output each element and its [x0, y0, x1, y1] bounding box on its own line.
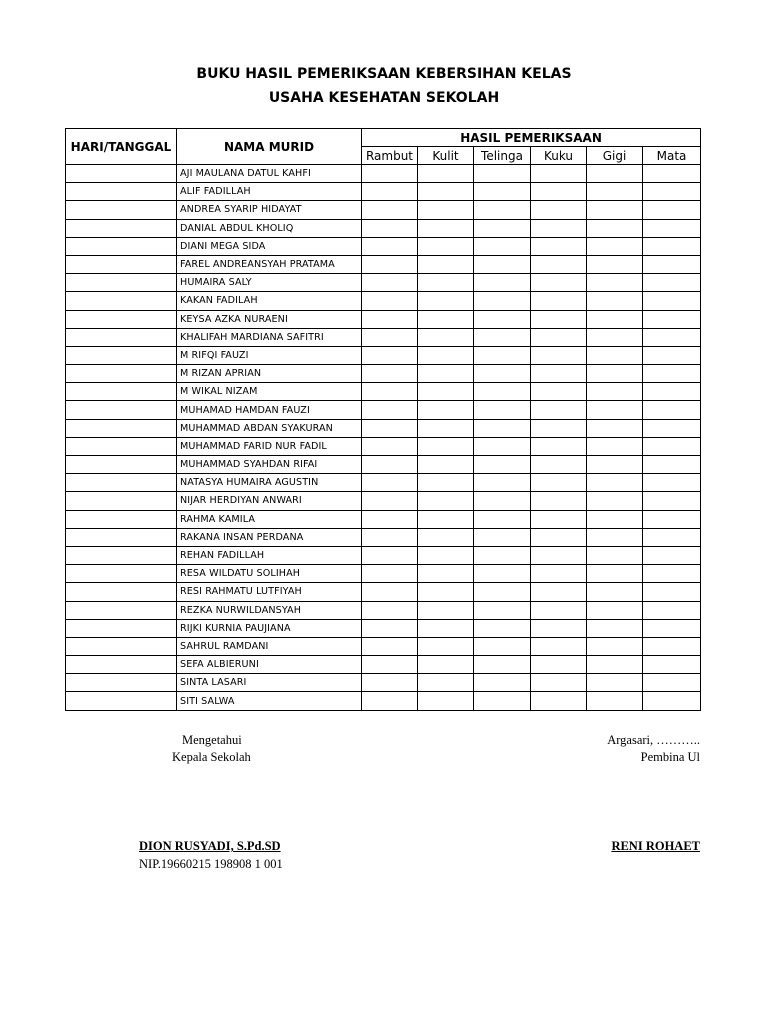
result-cell-rambut[interactable] — [362, 383, 418, 401]
result-cell-mata[interactable] — [643, 492, 701, 510]
result-cell-rambut[interactable] — [362, 346, 418, 364]
student-name: KHALIFAH MARDIANA SAFITRI — [177, 328, 362, 346]
student-name: ANDREA SYARIP HIDAYAT — [177, 201, 362, 219]
student-name: RESI RAHMATU LUTFIYAH — [177, 583, 362, 601]
result-cell-telinga[interactable] — [474, 619, 531, 637]
date-cell[interactable] — [66, 219, 177, 237]
result-cell-kulit[interactable] — [418, 656, 474, 674]
result-cell-kulit[interactable] — [418, 346, 474, 364]
result-cell-gigi[interactable] — [587, 310, 643, 328]
result-cell-rambut[interactable] — [362, 183, 418, 201]
result-cell-kuku[interactable] — [531, 474, 587, 492]
result-cell-mata[interactable] — [643, 183, 701, 201]
student-rows — [66, 165, 701, 711]
result-cell-kuku[interactable] — [531, 310, 587, 328]
result-cell-gigi[interactable] — [587, 456, 643, 474]
result-cell-telinga[interactable] — [474, 492, 531, 510]
result-cell-kuku[interactable] — [531, 565, 587, 583]
result-cell-kuku[interactable] — [531, 274, 587, 292]
header-rambut: Rambut — [362, 147, 418, 165]
sign-right-role: Pembina Ul — [640, 750, 700, 764]
table-row — [66, 692, 701, 710]
result-cell-kulit[interactable] — [418, 437, 474, 455]
result-cell-kulit[interactable] — [418, 565, 474, 583]
table-row — [66, 583, 701, 601]
result-cell-rambut[interactable] — [362, 692, 418, 710]
table-row — [66, 601, 701, 619]
result-cell-kulit[interactable] — [418, 528, 474, 546]
student-name: M RIFQI FAUZI — [177, 346, 362, 364]
result-cell-mata[interactable] — [643, 292, 701, 310]
table-row — [66, 201, 701, 219]
result-cell-rambut[interactable] — [362, 365, 418, 383]
result-cell-telinga[interactable] — [474, 201, 531, 219]
result-cell-mata[interactable] — [643, 219, 701, 237]
student-name: FAREL ANDREANSYAH PRATAMA — [177, 255, 362, 273]
result-cell-kuku[interactable] — [531, 165, 587, 183]
table-row — [66, 546, 701, 564]
result-cell-gigi[interactable] — [587, 619, 643, 637]
student-name: SAHRUL RAMDANI — [177, 637, 362, 655]
result-cell-kulit[interactable] — [418, 255, 474, 273]
result-cell-gigi[interactable] — [587, 692, 643, 710]
result-cell-kulit[interactable] — [418, 310, 474, 328]
result-cell-gigi[interactable] — [587, 237, 643, 255]
date-cell[interactable] — [66, 328, 177, 346]
result-cell-kuku[interactable] — [531, 456, 587, 474]
result-cell-mata[interactable] — [643, 456, 701, 474]
result-cell-gigi[interactable] — [587, 437, 643, 455]
date-cell[interactable] — [66, 383, 177, 401]
header-telinga: Telinga — [474, 147, 531, 165]
result-cell-rambut[interactable] — [362, 437, 418, 455]
student-name: HUMAIRA SALY — [177, 274, 362, 292]
result-cell-telinga[interactable] — [474, 601, 531, 619]
result-cell-mata[interactable] — [643, 637, 701, 655]
result-cell-gigi[interactable] — [587, 419, 643, 437]
table-row — [66, 674, 701, 692]
result-cell-telinga[interactable] — [474, 474, 531, 492]
result-cell-gigi[interactable] — [587, 201, 643, 219]
principal-nip: NIP.19660215 198908 1 001 — [139, 857, 283, 871]
date-cell[interactable] — [66, 656, 177, 674]
result-cell-kuku[interactable] — [531, 583, 587, 601]
table-row — [66, 255, 701, 273]
date-cell[interactable] — [66, 365, 177, 383]
result-cell-kuku[interactable] — [531, 601, 587, 619]
result-cell-kulit[interactable] — [418, 274, 474, 292]
student-name: REHAN FADILLAH — [177, 546, 362, 564]
result-cell-kulit[interactable] — [418, 183, 474, 201]
table-row — [66, 492, 701, 510]
table-row — [66, 656, 701, 674]
result-cell-kulit[interactable] — [418, 237, 474, 255]
table-row — [66, 637, 701, 655]
result-cell-rambut[interactable] — [362, 619, 418, 637]
date-cell[interactable] — [66, 510, 177, 528]
result-cell-mata[interactable] — [643, 510, 701, 528]
student-name: RAHMA KAMILA — [177, 510, 362, 528]
result-cell-kuku[interactable] — [531, 365, 587, 383]
table-row — [66, 619, 701, 637]
header-name: NAMA MURID — [177, 129, 362, 165]
result-cell-gigi[interactable] — [587, 583, 643, 601]
date-cell[interactable] — [66, 601, 177, 619]
result-cell-kulit[interactable] — [418, 601, 474, 619]
result-cell-gigi[interactable] — [587, 601, 643, 619]
result-cell-gigi[interactable] — [587, 546, 643, 564]
result-cell-telinga[interactable] — [474, 692, 531, 710]
result-cell-kulit[interactable] — [418, 328, 474, 346]
result-cell-kulit[interactable] — [418, 219, 474, 237]
table-row — [66, 401, 701, 419]
result-cell-telinga[interactable] — [474, 565, 531, 583]
student-name: REZKA NURWILDANSYAH — [177, 601, 362, 619]
date-cell[interactable] — [66, 437, 177, 455]
result-cell-mata[interactable] — [643, 474, 701, 492]
result-cell-kulit[interactable] — [418, 292, 474, 310]
result-cell-rambut[interactable] — [362, 546, 418, 564]
date-cell[interactable] — [66, 565, 177, 583]
result-cell-kuku[interactable] — [531, 619, 587, 637]
table-row — [66, 237, 701, 255]
table-row — [66, 437, 701, 455]
result-cell-telinga[interactable] — [474, 583, 531, 601]
result-cell-gigi[interactable] — [587, 401, 643, 419]
result-cell-kulit[interactable] — [418, 165, 474, 183]
header-mata: Mata — [643, 147, 701, 165]
result-cell-rambut[interactable] — [362, 255, 418, 273]
result-cell-mata[interactable] — [643, 383, 701, 401]
result-cell-mata[interactable] — [643, 310, 701, 328]
header-results: HASIL PEMERIKSAAN — [362, 129, 701, 147]
date-cell[interactable] — [66, 583, 177, 601]
result-cell-rambut[interactable] — [362, 510, 418, 528]
result-cell-rambut[interactable] — [362, 237, 418, 255]
result-cell-kuku[interactable] — [531, 383, 587, 401]
result-cell-rambut[interactable] — [362, 601, 418, 619]
result-cell-kulit[interactable] — [418, 383, 474, 401]
result-cell-kuku[interactable] — [531, 419, 587, 437]
result-cell-telinga[interactable] — [474, 237, 531, 255]
result-cell-gigi[interactable] — [587, 328, 643, 346]
result-cell-mata[interactable] — [643, 401, 701, 419]
result-cell-gigi[interactable] — [587, 528, 643, 546]
result-cell-mata[interactable] — [643, 419, 701, 437]
result-cell-kulit[interactable] — [418, 619, 474, 637]
result-cell-mata[interactable] — [643, 692, 701, 710]
result-cell-kuku[interactable] — [531, 401, 587, 419]
student-name: MUHAMAD HAMDAN FAUZI — [177, 401, 362, 419]
result-cell-kulit[interactable] — [418, 456, 474, 474]
result-cell-telinga[interactable] — [474, 674, 531, 692]
table-row — [66, 365, 701, 383]
result-cell-gigi[interactable] — [587, 510, 643, 528]
result-cell-rambut[interactable] — [362, 274, 418, 292]
table-row — [66, 419, 701, 437]
result-cell-gigi[interactable] — [587, 637, 643, 655]
date-cell[interactable] — [66, 528, 177, 546]
result-cell-mata[interactable] — [643, 255, 701, 273]
student-name: RIJKI KURNIA PAUJIANA — [177, 619, 362, 637]
result-cell-gigi[interactable] — [587, 383, 643, 401]
result-cell-kuku[interactable] — [531, 656, 587, 674]
result-cell-rambut[interactable] — [362, 565, 418, 583]
student-name: M RIZAN APRIAN — [177, 365, 362, 383]
result-cell-mata[interactable] — [643, 656, 701, 674]
result-cell-rambut[interactable] — [362, 165, 418, 183]
result-cell-telinga[interactable] — [474, 346, 531, 364]
date-cell[interactable] — [66, 255, 177, 273]
result-cell-rambut[interactable] — [362, 492, 418, 510]
table-row — [66, 346, 701, 364]
table-row — [66, 565, 701, 583]
result-cell-telinga[interactable] — [474, 510, 531, 528]
result-cell-kuku[interactable] — [531, 528, 587, 546]
result-cell-kuku[interactable] — [531, 637, 587, 655]
result-cell-telinga[interactable] — [474, 456, 531, 474]
result-cell-mata[interactable] — [643, 328, 701, 346]
result-cell-kulit[interactable] — [418, 637, 474, 655]
result-cell-mata[interactable] — [643, 437, 701, 455]
table-row — [66, 456, 701, 474]
result-cell-kuku[interactable] — [531, 219, 587, 237]
result-cell-telinga[interactable] — [474, 165, 531, 183]
date-cell[interactable] — [66, 201, 177, 219]
result-cell-mata[interactable] — [643, 674, 701, 692]
result-cell-kuku[interactable] — [531, 183, 587, 201]
result-cell-telinga[interactable] — [474, 419, 531, 437]
result-cell-telinga[interactable] — [474, 274, 531, 292]
table-row — [66, 292, 701, 310]
result-cell-mata[interactable] — [643, 565, 701, 583]
result-cell-kuku[interactable] — [531, 237, 587, 255]
table-row — [66, 274, 701, 292]
result-cell-kulit[interactable] — [418, 419, 474, 437]
result-cell-rambut[interactable] — [362, 656, 418, 674]
date-cell[interactable] — [66, 274, 177, 292]
result-cell-gigi[interactable] — [587, 255, 643, 273]
student-name: RAKANA INSAN PERDANA — [177, 528, 362, 546]
result-cell-kulit[interactable] — [418, 674, 474, 692]
result-cell-kuku[interactable] — [531, 292, 587, 310]
result-cell-mata[interactable] — [643, 165, 701, 183]
document-title: BUKU HASIL PEMERIKSAAN KEBERSIHAN KELAS — [196, 66, 572, 82]
sign-left-role: Kepala Sekolah — [172, 750, 251, 764]
table-row — [66, 219, 701, 237]
table-row — [66, 383, 701, 401]
student-name: RESA WILDATU SOLIHAH — [177, 565, 362, 583]
table-row — [66, 183, 701, 201]
result-cell-gigi[interactable] — [587, 474, 643, 492]
document-subtitle: USAHA KESEHATAN SEKOLAH — [268, 90, 500, 106]
result-cell-rambut[interactable] — [362, 201, 418, 219]
date-cell[interactable] — [66, 183, 177, 201]
supervisor-name: RENI ROHAET — [611, 839, 700, 853]
date-cell[interactable] — [66, 310, 177, 328]
result-cell-gigi[interactable] — [587, 346, 643, 364]
date-cell[interactable] — [66, 165, 177, 183]
result-cell-kulit[interactable] — [418, 492, 474, 510]
result-cell-mata[interactable] — [643, 201, 701, 219]
student-name: KEYSA AZKA NURAENI — [177, 310, 362, 328]
result-cell-mata[interactable] — [643, 619, 701, 637]
table-row — [66, 510, 701, 528]
result-cell-mata[interactable] — [643, 274, 701, 292]
header-kulit: Kulit — [418, 147, 474, 165]
result-cell-rambut[interactable] — [362, 674, 418, 692]
result-cell-gigi[interactable] — [587, 292, 643, 310]
result-cell-kuku[interactable] — [531, 346, 587, 364]
result-cell-telinga[interactable] — [474, 546, 531, 564]
result-cell-rambut[interactable] — [362, 292, 418, 310]
date-cell[interactable] — [66, 419, 177, 437]
table-row — [66, 310, 701, 328]
date-cell[interactable] — [66, 546, 177, 564]
result-cell-rambut[interactable] — [362, 637, 418, 655]
result-cell-telinga[interactable] — [474, 219, 531, 237]
result-cell-rambut[interactable] — [362, 310, 418, 328]
result-cell-gigi[interactable] — [587, 656, 643, 674]
sign-right-place-date: Argasari, ……….. — [607, 733, 700, 747]
result-cell-telinga[interactable] — [474, 310, 531, 328]
date-cell[interactable] — [66, 474, 177, 492]
result-cell-kulit[interactable] — [418, 510, 474, 528]
student-name: MUHAMMAD FARID NUR FADIL — [177, 437, 362, 455]
result-cell-kuku[interactable] — [531, 328, 587, 346]
result-cell-rambut[interactable] — [362, 456, 418, 474]
table-row — [66, 328, 701, 346]
result-cell-kulit[interactable] — [418, 401, 474, 419]
result-cell-telinga[interactable] — [474, 401, 531, 419]
result-cell-telinga[interactable] — [474, 528, 531, 546]
date-cell[interactable] — [66, 674, 177, 692]
table-row — [66, 165, 701, 183]
result-cell-mata[interactable] — [643, 365, 701, 383]
result-cell-telinga[interactable] — [474, 365, 531, 383]
student-name: ALIF FADILLAH — [177, 183, 362, 201]
result-cell-mata[interactable] — [643, 583, 701, 601]
table-row — [66, 528, 701, 546]
student-name: DANIAL ABDUL KHOLIQ — [177, 219, 362, 237]
result-cell-mata[interactable] — [643, 601, 701, 619]
student-name: M WIKAL NIZAM — [177, 383, 362, 401]
result-cell-kuku[interactable] — [531, 674, 587, 692]
date-cell[interactable] — [66, 401, 177, 419]
result-cell-mata[interactable] — [643, 237, 701, 255]
result-cell-mata[interactable] — [643, 546, 701, 564]
student-name: MUHAMMAD SYAHDAN RIFAI — [177, 456, 362, 474]
result-cell-mata[interactable] — [643, 346, 701, 364]
result-cell-gigi[interactable] — [587, 183, 643, 201]
result-cell-telinga[interactable] — [474, 183, 531, 201]
result-cell-kulit[interactable] — [418, 365, 474, 383]
result-cell-gigi[interactable] — [587, 565, 643, 583]
result-cell-gigi[interactable] — [587, 492, 643, 510]
result-cell-rambut[interactable] — [362, 474, 418, 492]
date-cell[interactable] — [66, 619, 177, 637]
result-cell-gigi[interactable] — [587, 274, 643, 292]
date-cell[interactable] — [66, 292, 177, 310]
result-cell-telinga[interactable] — [474, 383, 531, 401]
header-gigi: Gigi — [587, 147, 643, 165]
result-cell-telinga[interactable] — [474, 292, 531, 310]
student-name: SINTA LASARI — [177, 674, 362, 692]
result-cell-telinga[interactable] — [474, 328, 531, 346]
student-name: SEFA ALBIERUNI — [177, 656, 362, 674]
result-cell-mata[interactable] — [643, 528, 701, 546]
result-cell-rambut[interactable] — [362, 583, 418, 601]
result-cell-kulit[interactable] — [418, 583, 474, 601]
date-cell[interactable] — [66, 456, 177, 474]
result-cell-rambut[interactable] — [362, 528, 418, 546]
student-name: SITI SALWA — [177, 692, 362, 710]
date-cell[interactable] — [66, 637, 177, 655]
result-cell-rambut[interactable] — [362, 401, 418, 419]
result-cell-telinga[interactable] — [474, 637, 531, 655]
result-cell-rambut[interactable] — [362, 328, 418, 346]
header-kuku: Kuku — [531, 147, 587, 165]
result-cell-gigi[interactable] — [587, 165, 643, 183]
result-cell-gigi[interactable] — [587, 219, 643, 237]
result-cell-kuku[interactable] — [531, 546, 587, 564]
date-cell[interactable] — [66, 237, 177, 255]
result-cell-rambut[interactable] — [362, 219, 418, 237]
result-cell-kulit[interactable] — [418, 201, 474, 219]
table-row — [66, 474, 701, 492]
result-cell-kulit[interactable] — [418, 474, 474, 492]
result-cell-gigi[interactable] — [587, 674, 643, 692]
result-cell-telinga[interactable] — [474, 255, 531, 273]
result-cell-kuku[interactable] — [531, 492, 587, 510]
date-cell[interactable] — [66, 692, 177, 710]
student-name: MUHAMMAD ABDAN SYAKURAN — [177, 419, 362, 437]
inspection-table — [65, 128, 701, 711]
result-cell-telinga[interactable] — [474, 656, 531, 674]
header-date: HARI/TANGGAL — [66, 129, 177, 165]
student-name: NATASYA HUMAIRA AGUSTIN — [177, 474, 362, 492]
date-cell[interactable] — [66, 492, 177, 510]
sign-left-caption: Mengetahui — [182, 733, 242, 747]
result-cell-kulit[interactable] — [418, 546, 474, 564]
student-name: DIANI MEGA SIDA — [177, 237, 362, 255]
result-cell-kuku[interactable] — [531, 437, 587, 455]
result-cell-kuku[interactable] — [531, 201, 587, 219]
result-cell-kuku[interactable] — [531, 692, 587, 710]
principal-name: DION RUSYADI, S.Pd.SD — [139, 839, 281, 853]
student-name: AJI MAULANA DATUL KAHFI — [177, 165, 362, 183]
result-cell-kuku[interactable] — [531, 255, 587, 273]
result-cell-gigi[interactable] — [587, 365, 643, 383]
student-name: KAKAN FADILAH — [177, 292, 362, 310]
result-cell-kulit[interactable] — [418, 692, 474, 710]
student-name: NIJAR HERDIYAN ANWARI — [177, 492, 362, 510]
result-cell-rambut[interactable] — [362, 419, 418, 437]
result-cell-telinga[interactable] — [474, 437, 531, 455]
date-cell[interactable] — [66, 346, 177, 364]
result-cell-kuku[interactable] — [531, 510, 587, 528]
